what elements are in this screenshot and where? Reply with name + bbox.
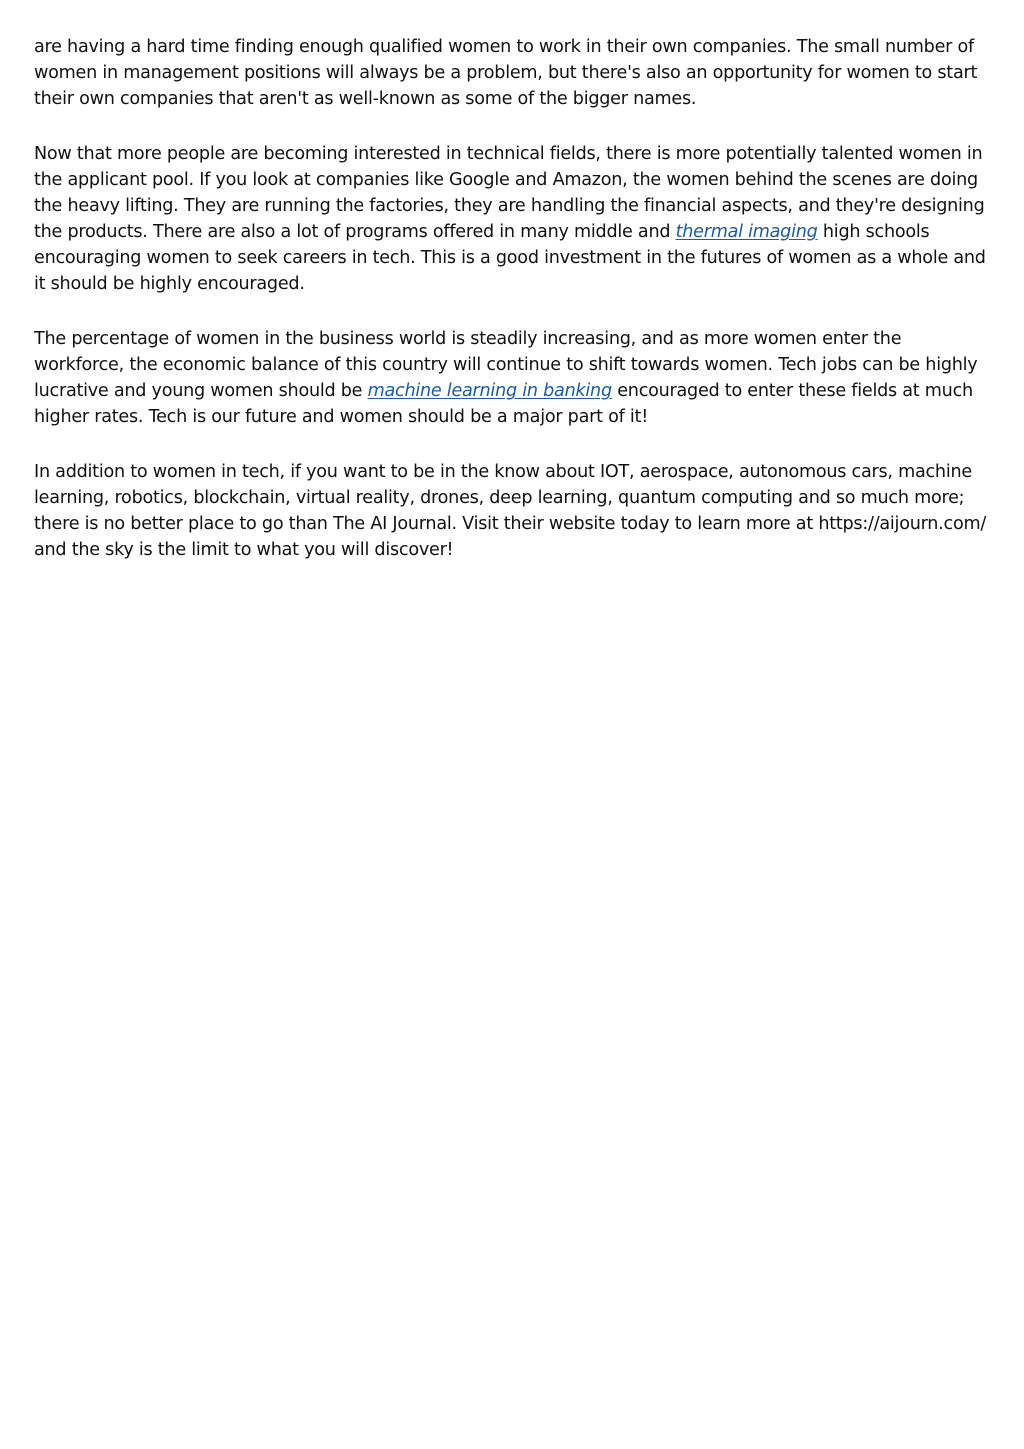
paragraph-2-text-after: high schools encouraging women to seek careers in tech. This is a good investment in the futures of women as a whole and it should be highly encouraged. [34, 222, 986, 294]
machine-learning-in-banking-link[interactable]: machine learning in banking [367, 381, 612, 401]
paragraph-4: In addition to women in tech, if you want to be in the know about IOT, aerospace, autonomous cars, machine learning, robotics, blockchain, virtual reality, drones, deep learning, quantum computing and so much more; there is no better place to go than The AI Journal. Visit their website today to learn more at https://aijourn.com/ and the sky is the limit to what you will discover! [34, 462, 987, 560]
paragraph-2-text-before: Now that more people are becoming interested in technical fields, there is more potentially talented women in the applicant pool. If you look at companies like Google and Amazon, the women behind the scenes are doing the heavy lifting. They are running the factories, they are handling the financial aspects, and they're designing the products. There are also a lot of programs offered in many middle and [34, 144, 985, 242]
paragraph-3 [34, 326, 992, 430]
paragraph-3-text-before: The percentage of women in the business world is steadily increasing, and as more women enter the workforce, the economic balance of this country will continue to shift towards women. Tech jobs can be highly lucrative and young women should be [34, 329, 978, 401]
paragraph-1: are having a hard time finding enough qualified women to work in their own companies. The small number of women in management positions will always be a problem, but there's also an opportunity for women to start their own companies that aren't as well-known as some of the bigger names. [34, 37, 978, 109]
paragraph-3-text-after: encouraged to enter these fields at much higher rates. Tech is our future and women should be a major part of it! [34, 381, 973, 427]
article-body [34, 34, 992, 592]
thermal-imaging-link[interactable]: thermal imaging [675, 222, 818, 242]
paragraph-2 [34, 141, 992, 297]
